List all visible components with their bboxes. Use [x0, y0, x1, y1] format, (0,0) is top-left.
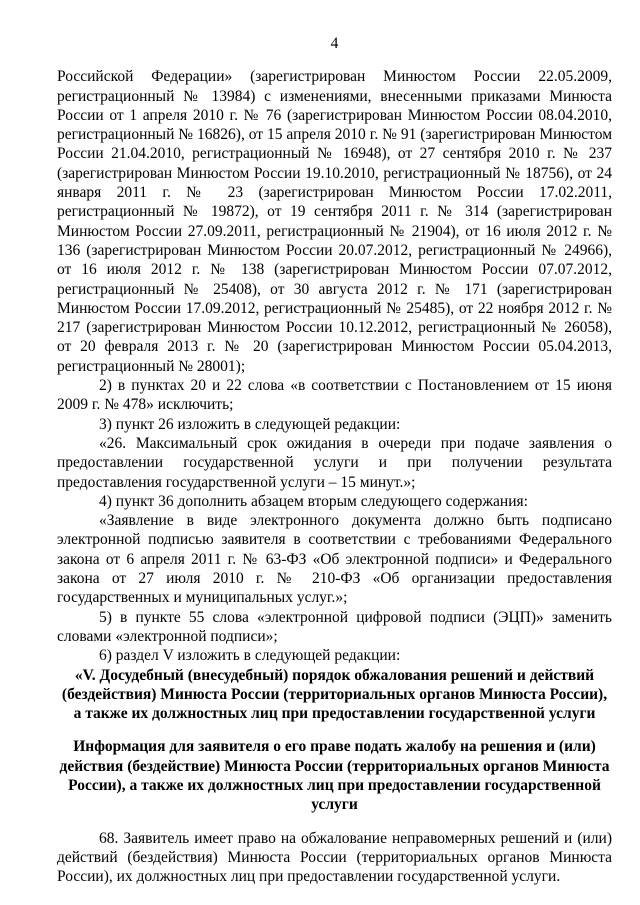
paragraph-clause-68: 68. Заявитель имеет право на обжалование неправомерных решений и (или) действий (бездействия) Минюста России (территориальных органов Минюста России), их должностных лиц при предоставлении государственной услуги. [57, 829, 612, 886]
paragraph-item-5: 5) в пункте 55 слова «электронной цифровой подписи (ЭЦП)» заменить словами «электронной подписи»; [57, 608, 612, 645]
paragraph-clause-26: «26. Максимальный срок ожидания в очереди при подаче заявления о предоставлении государственной услуги и при получении результата предоставления государственной услуги – 15 минут.»; [57, 434, 612, 491]
section-v-heading: «V. Досудебный (внесудебный) порядок обжалования решений и действий (бездействия) Минюста России (территориальных органов Минюста России), а также их должностных лиц при предоставлении государственной услуги [61, 666, 608, 723]
paragraph-item-2: 2) в пунктах 20 и 22 слова «в соответствии с Постановлением от 15 июня 2009 г. № 478» исключить; [57, 377, 612, 414]
paragraph-item-4: 4) пункт 36 дополнить абзацем вторым следующего содержания: [99, 492, 528, 510]
page-number: 4 [330, 35, 339, 52]
complaint-info-heading: Информация для заявителя о его праве подать жалобу на решения и (или) действия (бездействие) Минюста России (территориальных органов Минюста России), а также их должностных лиц при предоставлении государственной услуги [59, 738, 610, 814]
paragraph-item-6: 6) раздел V изложить в следующей редакции: [99, 647, 401, 665]
paragraph-clause-36: «Заявление в виде электронного документа должно быть подписано электронной подписью заявителя в соответствии с требованиями Федерального закона от 6 апреля 2011 г. № 63-ФЗ «Об электронной подписи» и Федерального закона от 27 июля 2010 г. № 210-ФЗ «Об организации предоставления государственных и муниципальных услуг.»; [57, 512, 612, 607]
paragraph-item-3: 3) пункт 26 изложить в следующей редакции: [99, 415, 401, 433]
paragraph-amendments-list: Российской Федерации» (зарегистрирован Минюстом России 22.05.2009, регистрационный № 13984) с изменениями, внесенными приказами Минюста России от 1 апреля 2010 г. № 76 (зарегистрирован Минюстом России 08.04.2010, регистрационный № 16826), от 15 апреля 2010 г. № 91 (зарегистрирован Минюстом России 21.04.2010, регистрационный № 16948), от 27 сентября 2010 г. № 237 (зарегистрирован Минюстом России 19.10.2010, регистрационный № 18756), от 24 января 2011 г. № 23 (зарегистрирован Минюстом России 17.02.2011, регистрационный № 19872), от 19 сентября 2011 г. № 314 (зарегистрирован Минюстом России 27.09.2011, регистрационный № 21904), от 16 июля 2012 г. № 136 (зарегистрирован Минюстом России 20.07.2012, регистрационный № 24966), от 16 июля 2012 г. № 138 (зарегистрирован Минюстом России 07.07.2012, регистрационный № 25408), от 30 августа 2012 г. № 171 (зарегистрирован Минюстом России 17.09.2012, регистрационный № 25485), от 22 ноября 2012 г. № 217 (зарегистрирован Минюстом России 10.12.2012, регистрационный № 26058), от 20 февраля 2013 г. № 20 (зарегистрирован Минюстом России 05.04.2013, регистрационный № 28001); [57, 68, 612, 375]
